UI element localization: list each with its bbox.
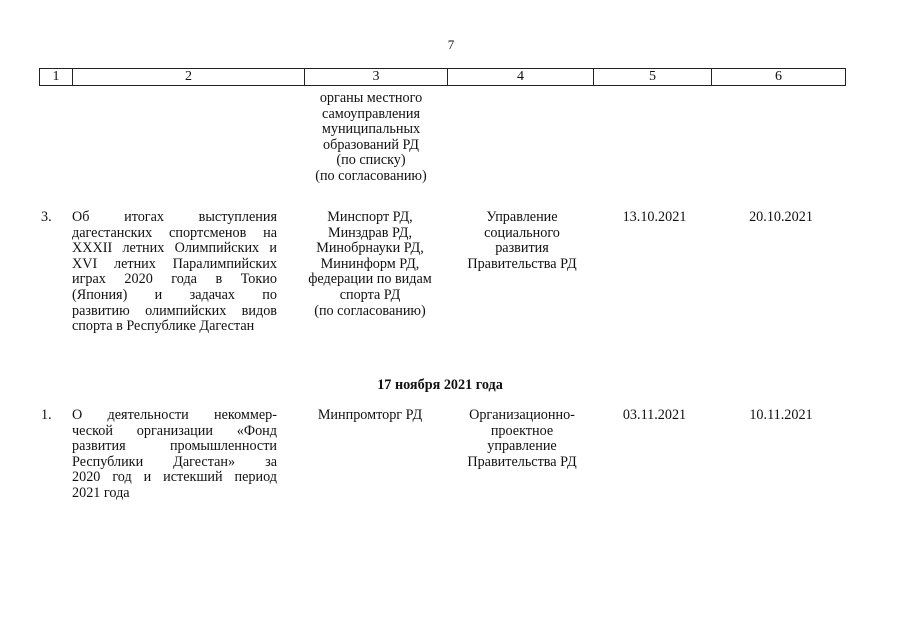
row1-topic-line: Республики Дагестан» за [72, 453, 277, 470]
row1-topic [72, 408, 277, 502]
row3-topic-line: Об итогах выступления [72, 209, 277, 225]
row3-topic [72, 210, 277, 335]
row3-responsible-line: (по согласованию) [314, 302, 426, 319]
row1-submission-date: 10.11.2021 [749, 407, 813, 423]
continuation-responsible [296, 91, 446, 185]
header-col-6: 6 [775, 69, 782, 84]
row3-submission-date: 20.10.2021 [749, 209, 813, 225]
row3-responsible-line: Минспорт РД, [327, 209, 413, 225]
row3-topic-line: играх 2020 года в Токио [72, 271, 277, 288]
continuation-line: (по согласованию) [315, 167, 427, 184]
header-col-2: 2 [73, 69, 305, 85]
row3-responsible-line: спорта РД [339, 286, 401, 303]
row1-department-line: Правительства РД [467, 453, 577, 470]
row3-topic-line: (Япония) и задачах по [72, 286, 277, 303]
header-col-1: 1 [40, 69, 73, 85]
row3-department-line: Управление [486, 209, 558, 225]
page-number: 7 [447, 37, 455, 52]
row1-number: 1. [41, 407, 52, 423]
row1-topic-line: развития промышленности [72, 438, 277, 455]
row3-department-line: развития [495, 240, 549, 257]
row3-topic-line: развитию олимпийских видов [72, 302, 277, 319]
section-date-heading: 17 ноября 2021 года [377, 377, 503, 393]
row3-topic-line: XVI летних Паралимпийских [72, 255, 277, 272]
row3-responsible-line: Минобрнауки РД, [316, 240, 424, 257]
continuation-line: муниципальных [321, 121, 421, 138]
continuation-line: образований РД [323, 136, 419, 153]
row1-topic-line: О деятельности некоммер- [72, 407, 277, 423]
table-header-row [39, 68, 846, 86]
row1-department-line: Организационно- [469, 407, 575, 423]
row1-topic-line: ческой организации «Фонд [72, 422, 277, 439]
row1-topic-line: 2020 год и истекший период [72, 469, 277, 486]
row3-responsible-line: Мининформ РД, [320, 255, 420, 272]
continuation-line: органы местного [319, 90, 423, 106]
header-col-5: 5 [594, 69, 712, 85]
row1-responsible [294, 408, 446, 424]
row3-responsible-line: федерации по видам [308, 271, 432, 288]
row1-responsible-line: Минпромторг РД [317, 407, 423, 423]
row3-topic-line: XXXII летних Олимпийских и [72, 240, 277, 257]
row1-department-line: проектное [490, 422, 554, 439]
row3-department [449, 210, 595, 272]
row3-responsible [294, 210, 446, 319]
header-col-4: 4 [448, 69, 594, 85]
row1-department-line: управление [487, 438, 557, 455]
continuation-line: самоуправления [322, 105, 420, 122]
row3-preparation-date: 13.10.2021 [622, 209, 687, 225]
row3-department-line: Правительства РД [467, 255, 577, 272]
row1-topic-line: 2021 года [72, 484, 130, 501]
header-col-3: 3 [305, 69, 448, 85]
row3-topic-line: спорта в Республике Дагестан [72, 318, 255, 335]
row3-number: 3. [41, 209, 52, 225]
continuation-line: (по списку) [336, 152, 406, 169]
row3-topic-line: дагестанских спортсменов на [72, 224, 277, 241]
row3-department-line: социального [484, 224, 560, 241]
row1-department [449, 408, 595, 470]
row3-responsible-line: Минздрав РД, [327, 224, 413, 241]
row1-preparation-date: 03.11.2021 [622, 407, 687, 423]
